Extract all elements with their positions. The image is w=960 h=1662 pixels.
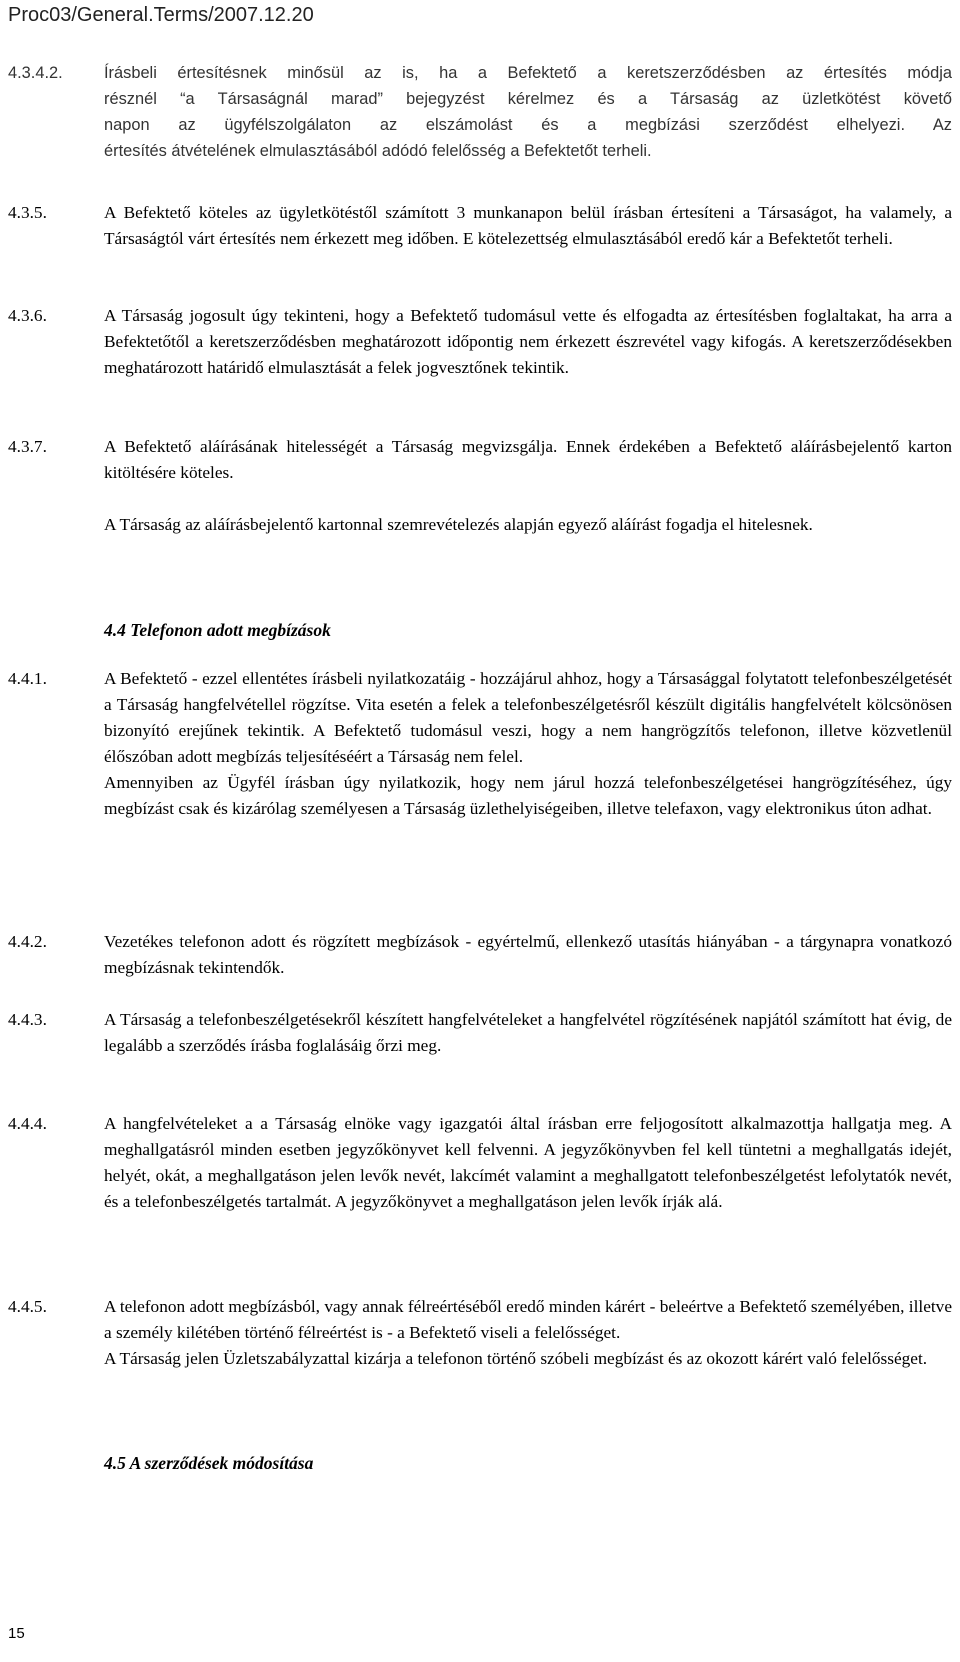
section-text: A hangfelvételeket a a Társaság elnöke vagy igazgatói által írásban erre feljogosított alkalmazottja hallgatja meg. A meghallgatásról minden esetben jegyzőkönyvet kell felvenni. A jegyzőkönyvben fel kell tüntetni a meghallgatás idejét, helyét, okát, a meghallgatáson jelen levők nevét, lakcímét valamint a meghallgatott telefonbeszélgetést lefolytatók nevét, és a telefonbeszélgetés tartalmát. A jegyzőkönyvet a meghallgatáson jelen levők írják alá. [104,1114,952,1211]
paragraph: A Társaság az aláírásbejelentő kartonnal szemrevételezés alapján egyező aláírást fogadja el hitelesnek. [104,515,813,534]
section-heading-4-5: 4.5 A szerződések módosítása [104,1453,314,1473]
section-text [104,60,952,164]
section-text [104,1294,952,1372]
section-number: 4.4.4. [8,1114,47,1133]
section-number: 4.4.2. [8,932,47,951]
page-number: 15 [8,1625,25,1642]
section-number: 4.3.6. [8,306,47,325]
section-number: 4.4.1. [8,669,47,688]
section-number: 4.4.3. [8,1010,47,1029]
paragraph: A telefonon adott megbízásból, vagy annak félreértéséből eredő minden kárért - beleértve a Befektető személyében, illetve a személy kilétében történő félreértést is - a Befektető viseli a felelősséget. [104,1297,952,1342]
paragraph: A Befektető - ezzel ellentétes írásbeli nyilatkozatáig - hozzájárul ahhoz, hogy a Társasággal folytatott telefonbeszélgetését a Társaság hangfelvétellel rögzítse. Vita esetén a felek a telefonbeszélgetésről készült digitális hangfelvételt kölcsönösen bizonyító erejűnek tekintik. A Befektető tudomásul veszi, hogy a nem hangrögzítős telefonon, illetve közvetlenül élőszóban adott megbízás teljesítéséért a Társaság nem felel. [104,669,952,766]
document-header: Proc03/General.Terms/2007.12.20 [8,4,314,26]
paragraph: Amennyiben az Ügyfél írásban úgy nyilatkozik, hogy nem járul hozzá telefonbeszélgetései hangrögzítéséhez, úgy megbízást csak és kizárólag személyesen a Társaság üzlethelyiségeiben, illetve telefaxon, vagy elektronikus úton adhat. [104,773,952,818]
text-line: Írásbeli értesítésnek minősül az is, ha a Befektető a keretszerződésben az értesítés módja [104,64,952,82]
section-4-4-4 [8,1111,952,1215]
section-text: Vezetékes telefonon adott és rögzített megbízások - egyértelmű, ellenkező utasítás hiányában - a tárgynapra vonatkozó megbízásnak tekintendők. [104,932,952,977]
paragraph: A Befektető aláírásának hitelességét a Társaság megvizsgálja. Ennek érdekében a Befektető aláírásbejelentő karton kitöltésére köteles. [104,437,952,482]
section-text: A Társaság a telefonbeszélgetésekről készített hangfelvételeket a hangfelvétel rögzítésének napjától számított hat évig, de legalább a szerződés írásba foglalásáig őrzi meg. [104,1010,952,1055]
section-text [104,434,952,538]
section-heading-4-4: 4.4 Telefonon adott megbízások [104,620,331,640]
section-text: A Befektető köteles az ügyletkötéstől számított 3 munkanapon belül írásban értesíteni a Társaságot, ha valamely, a Társaságtól várt értesítés nem érkezett meg időben. E kötelezettség elmulasztásából eredő kár a Befektetőt terheli. [104,203,952,248]
section-4-3-4-2 [8,60,952,164]
section-text: A Társaság jogosult úgy tekinteni, hogy a Befektető tudomásul vette és elfogadta az értesítésben foglaltakat, ha arra a Befektetőtől a keretszerződésben meghatározott időpontig nem érkezett észrevétel vagy kifogás. A keretszerződésekben meghatározott határidő elmulasztását a felek jogvesztőnek tekintik. [104,306,952,377]
text-line: napon az ügyfélszolgálaton az elszámolást és a megbízási szerződést elhelyezi. Az [104,116,952,134]
text-line: résznél “a Társaságnál marad” bejegyzést kérelmez és a Társaság az üzletkötést követő [104,90,952,108]
section-4-3-7 [8,434,952,538]
section-number: 4.3.4.2. [8,64,63,82]
section-number: 4.3.7. [8,437,47,456]
section-4-4-1 [8,666,952,822]
section-4-3-5 [8,200,952,252]
paragraph: A Társaság jelen Üzletszabályzattal kizárja a telefonon történő szóbeli megbízást és az okozott kárért való felelősséget. [104,1349,928,1368]
section-4-3-6 [8,303,952,381]
section-4-4-2 [8,929,952,981]
section-number: 4.4.5. [8,1297,47,1316]
text-line: értesítés átvételének elmulasztásából adódó felelősség a Befektetőt terheli. [104,142,652,160]
section-4-4-3 [8,1007,952,1059]
section-4-4-5 [8,1294,952,1372]
section-number: 4.3.5. [8,203,47,222]
section-text [104,666,952,822]
